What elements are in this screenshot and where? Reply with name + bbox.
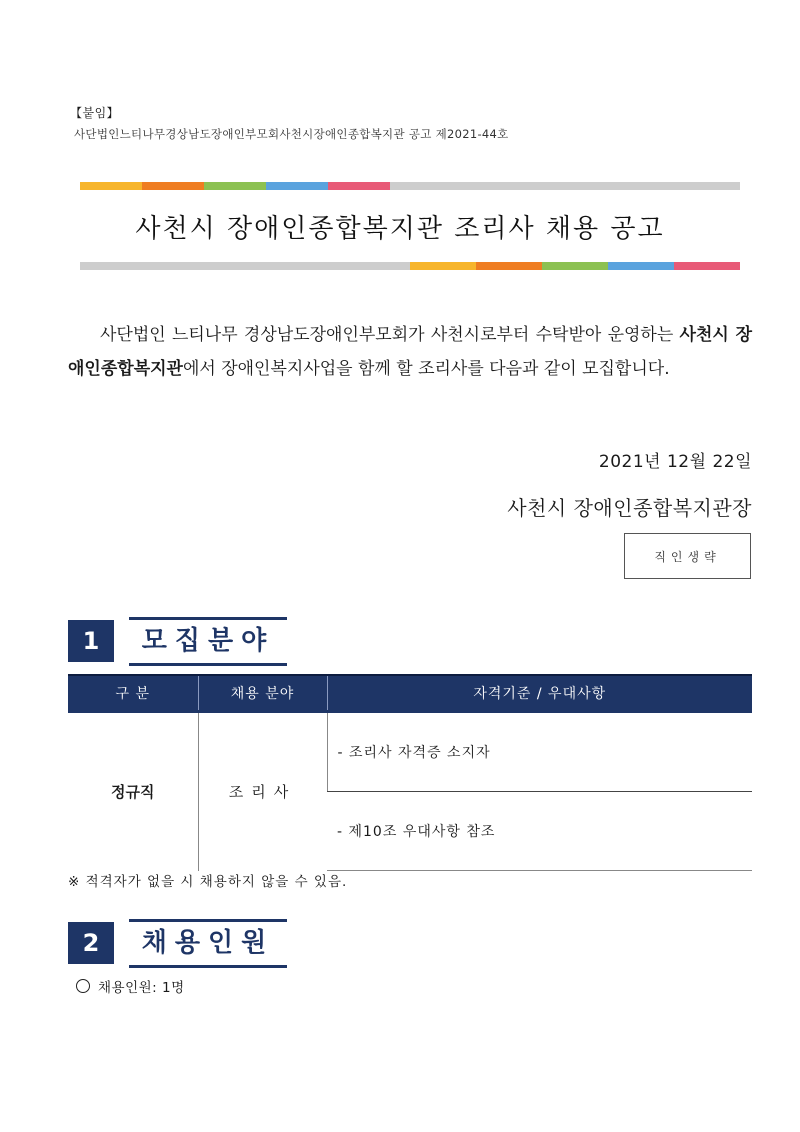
cell-field: 조리사 — [198, 712, 327, 871]
notice-number: 사단법인느티나무경상남도장애인부모회사천시장애인종합복지관 공고 제2021-44호 — [74, 127, 509, 141]
cell-category: 정규직 — [111, 783, 155, 802]
intro-text-1: 사단법인 느티나무 경상남도장애인부모회가 사천시로부터 수탁받아 운영하는 — [100, 325, 680, 345]
bar-segment-blue — [608, 262, 674, 270]
cell-requirement-1: - 조리사 자격증 소지자 — [327, 712, 752, 792]
cell-requirement-2: - 제10조 우대사항 참조 — [327, 792, 752, 871]
bottom-color-bar — [80, 262, 740, 270]
signature-name: 사천시 장애인종합복지관장 — [507, 496, 752, 520]
bar-segment-green — [542, 262, 608, 270]
bar-segment-green — [204, 182, 266, 190]
section-2-title: 채용인원 — [129, 919, 287, 968]
bar-segment-gray — [80, 262, 410, 270]
bar-segment-gray — [390, 182, 740, 190]
circle-bullet-icon — [76, 979, 90, 993]
table-row — [68, 712, 752, 792]
bar-segment-yellow — [410, 262, 476, 270]
recruit-count-item — [76, 976, 185, 996]
header-field: 채용 분야 — [198, 675, 327, 712]
section-1-number: 1 — [68, 620, 114, 662]
section-1-title: 모집분야 — [129, 617, 287, 666]
notice-date: 2021년 12월 22일 — [598, 452, 752, 472]
bar-segment-pink — [328, 182, 390, 190]
header-category: 구 분 — [68, 675, 198, 712]
bar-segment-yellow — [80, 182, 142, 190]
table-header-row — [68, 675, 752, 712]
intro-paragraph — [68, 318, 752, 386]
header-requirements: 자격기준 / 우대사항 — [327, 675, 752, 712]
bar-segment-pink — [674, 262, 740, 270]
top-color-bar — [80, 182, 740, 190]
recruit-count-text: 채용인원: 1명 — [98, 980, 185, 996]
table-footnote: ※ 적격자가 없을 시 채용하지 않을 수 있음. — [68, 874, 348, 890]
page-title: 사천시 장애인종합복지관 조리사 채용 공고 — [135, 214, 665, 244]
bar-segment-orange — [476, 262, 542, 270]
intro-org-name: 사천시 장애인종합복지관 — [68, 325, 752, 379]
bar-segment-orange — [142, 182, 204, 190]
attachment-tag: 【붙임】 — [70, 106, 120, 120]
intro-text-2: 에서 장애인복지사업을 함께 할 조리사를 다음과 같이 모집합니다. — [182, 359, 670, 379]
recruitment-table — [68, 674, 752, 871]
bar-segment-blue — [266, 182, 328, 190]
seal-omitted-box: 직인생략 — [624, 533, 751, 579]
section-2-number: 2 — [68, 922, 114, 964]
